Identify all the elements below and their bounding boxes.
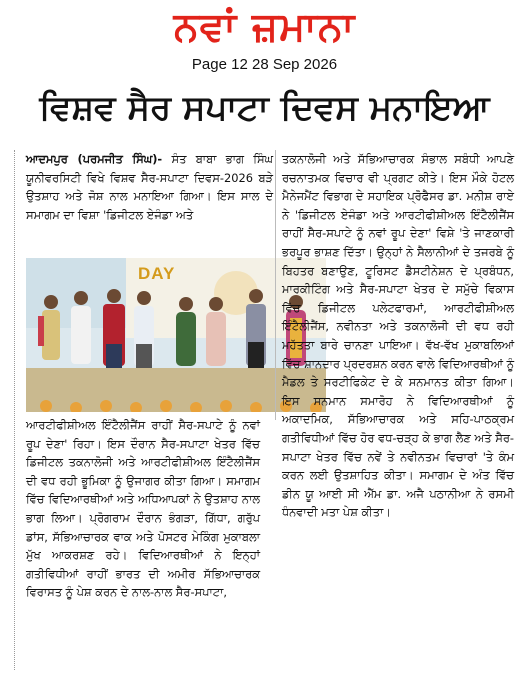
article-intro bbox=[26, 150, 273, 224]
intro-text: ਸੰਤ ਬਾਬਾ ਭਾਗ ਸਿੰਘ ਯੂਨੀਵਰਸਿਟੀ ਵਿਖੇ ਵਿਸ਼ਵ ਸੈਰ-ਸਪਾਟਾ ਦਿਵਸ-2026 ਬੜੇ ਉਤਸ਼ਾਹ ਅਤੇ ਜੋਸ਼ ਨਾਲ ਮਨਾਇਆ ਗਿਆ। ਇਸ ਸਾਲ ਦੇ ਸਮਾਗਮ ਦਾ ਵਿਸ਼ਾ 'ਡਿਜੀਟਲ ਏਜੰਡਾ ਅਤੇ bbox=[26, 152, 273, 222]
article-left-column bbox=[26, 416, 260, 602]
column-divider bbox=[275, 150, 276, 420]
byline: ਆਦਮਪੁਰ (ਪਰਮਜੀਤ ਸਿੰਘ)- bbox=[26, 152, 163, 166]
event-photo-illustration bbox=[26, 258, 326, 412]
masthead-title: ਨਵਾਂ ਜ਼ਮਾਨਾ bbox=[173, 4, 356, 50]
left-column-text: ਆਰਟੀਫੀਸ਼ੀਅਲ ਇੰਟੈਲੀਜੈਂਸ ਰਾਹੀਂ ਸੈਰ-ਸਪਾਟੇ ਨੂੰ ਨਵਾਂ ਰੂਪ ਦੇਣਾ' ਰਿਹਾ। ਇਸ ਦੌਰਾਨ ਸੈਰ-ਸਪਾਟਾ ਖੇਤਰ ਵਿੱਚ ਡਿਜੀਟਲ ਤਕਨਾਲੋਜੀ ਅਤੇ ਆਰਟੀਫੀਸ਼ੀਅਲ ਇੰਟੈਲੀਜੈਂਸ ਦੀ ਵਧ ਰਹੀ ਭੂਮਿਕਾ ਨੂੰ ਉਜਾਗਰ ਕੀਤਾ ਗਿਆ। ਸਮਾਗਮ ਵਿੱਚ ਵਿਦਿਆਰਥੀਆਂ ਅਤੇ ਅਧਿਆਪਕਾਂ ਨੇ ਉਤਸ਼ਾਹ ਨਾਲ ਭਾਗ ਲਿਆ। ਪ੍ਰੋਗਰਾਮ ਦੌਰਾਨ ਭੰਗੜਾ, ਗਿੱਧਾ, ਗਰੁੱਪ ਡਾਂਸ, ਸੱਭਿਆਚਾਰਕ ਵਾਕ ਅਤੇ ਪੋਸਟਰ ਮੇਕਿੰਗ ਮੁਕਾਬਲਾ ਮੁੱਖ ਆਕਰਸ਼ਣ ਰਹੇ। ਵਿਦਿਆਰਥੀਆਂ ਨੇ ਇਨ੍ਹਾਂ ਗਤੀਵਿਧੀਆਂ ਰਾਹੀਂ ਭਾਰਤ ਦੀ ਅਮੀਰ ਸੱਭਿਆਚਾਰਕ ਵਿਰਾਸਤ ਨੂੰ ਪੇਸ਼ ਕਰਨ ਦੇ ਨਾਲ-ਨਾਲ ਸੈਰ-ਸਪਾਟਾ, bbox=[26, 418, 260, 600]
article-right-column bbox=[282, 150, 514, 522]
event-photo bbox=[26, 258, 326, 412]
article-headline: ਵਿਸ਼ਵ ਸੈਰ ਸਪਾਟਾ ਦਿਵਸ ਮਨਾਇਆ bbox=[39, 88, 490, 128]
page-info: Page 12 28 Sep 2026 bbox=[191, 56, 338, 73]
clipping-edge bbox=[14, 150, 21, 670]
photo-banner-text: DAY bbox=[138, 264, 176, 283]
right-column-text: ਤਕਨਾਲੋਜੀ ਅਤੇ ਸੱਭਿਆਚਾਰਕ ਸੰਭਾਲ ਸਬੰਧੀ ਆਪਣੇ ਰਚਨਾਤਮਕ ਵਿਚਾਰ ਵੀ ਪ੍ਰਗਟ ਕੀਤੇ। ਇਸ ਮੌਕੇ ਹੋਟਲ ਮੈਨੇਜਮੈਂਟ ਵਿਭਾਗ ਦੇ ਸਹਾਇਕ ਪ੍ਰੋਫੈਸਰ ਡਾ. ਮਨੀਸ਼ ਰਾਏ ਨੇ 'ਡਿਜੀਟਲ ਏਜੰਡਾ ਅਤੇ ਆਰਟੀਫੀਸ਼ੀਅਲ ਇੰਟੈਲੀਜੈਂਸ ਰਾਹੀਂ ਸੈਰ-ਸਪਾਟੇ ਨੂੰ ਨਵਾਂ ਰੂਪ ਦੇਣਾ' ਵਿਸ਼ੇ 'ਤੇ ਜਾਣਕਾਰੀ ਭਰਪੂਰ ਭਾਸ਼ਣ ਦਿੱਤਾ। ਉਨ੍ਹਾਂ ਨੇ ਸੈਲਾਨੀਆਂ ਦੇ ਤਜਰਬੇ ਨੂੰ ਬਿਹਤਰ ਬਣਾਉਣ, ਟੂਰਿਸਟ ਡੈਸਟੀਨੇਸ਼ਨ ਦੇ ਪ੍ਰਬੰਧਨ, ਮਾਰਕੀਟਿੰਗ ਅਤੇ ਸੈਰ-ਸਪਾਟਾ ਖੇਤਰ ਦੇ ਸਮੁੱਚੇ ਵਿਕਾਸ ਵਿੱਚ ਡਿਜੀਟਲ ਪਲੇਟਫਾਰਮਾਂ, ਆਰਟੀਫੀਸ਼ੀਅਲ ਇੰਟੈਲੀਜੈਂਸ, ਨਵੀਨਤਾ ਅਤੇ ਤਕਨਾਲੋਜੀ ਦੀ ਵਧ ਰਹੀ ਮਹੱਤਤਾ ਬਾਰੇ ਚਾਨਣਾ ਪਾਇਆ। ਵੱਖ-ਵੱਖ ਮੁਕਾਬਲਿਆਂ ਵਿੱਚ ਸ਼ਾਨਦਾਰ ਪ੍ਰਦਰਸ਼ਨ ਕਰਨ ਵਾਲੇ ਵਿਦਿਆਰਥੀਆਂ ਨੂੰ ਮੈਡਲ ਤੇ ਸਰਟੀਫਿਕੇਟ ਦੇ ਕੇ ਸਨਮਾਨਤ ਕੀਤਾ ਗਿਆ। ਇਸ ਸਨਮਾਨ ਸਮਾਰੋਹ ਨੇ ਵਿਦਿਆਰਥੀਆਂ ਨੂੰ ਅਕਾਦਮਿਕ, ਸੱਭਿਆਚਾਰਕ ਅਤੇ ਸਹਿ-ਪਾਠਕ੍ਰਮ ਗਤੀਵਿਧੀਆਂ ਵਿੱਚ ਹੋਰ ਵਧ-ਚੜ੍ਹ ਕੇ ਭਾਗ ਲੈਣ ਅਤੇ ਸੈਰ-ਸਪਾਟਾ ਖੇਤਰ ਵਿੱਚ ਨਵੇਂ ਤੇ ਨਵੀਨਤਮ ਵਿਚਾਰਾਂ 'ਤੇ ਕੰਮ ਕਰਨ ਲਈ ਉਤਸ਼ਾਹਿਤ ਕੀਤਾ। ਸਮਾਗਮ ਦੇ ਅੰਤ ਵਿੱਚ ਡੀਨ ਯੂ ਆਈ ਸੀ ਐੱਮ ਡਾ. ਅਜੈ ਪਠਾਨੀਆ ਨੇ ਰਸਮੀ ਧੰਨਵਾਦੀ ਮਤਾ ਪੇਸ਼ ਕੀਤਾ। bbox=[282, 152, 514, 520]
